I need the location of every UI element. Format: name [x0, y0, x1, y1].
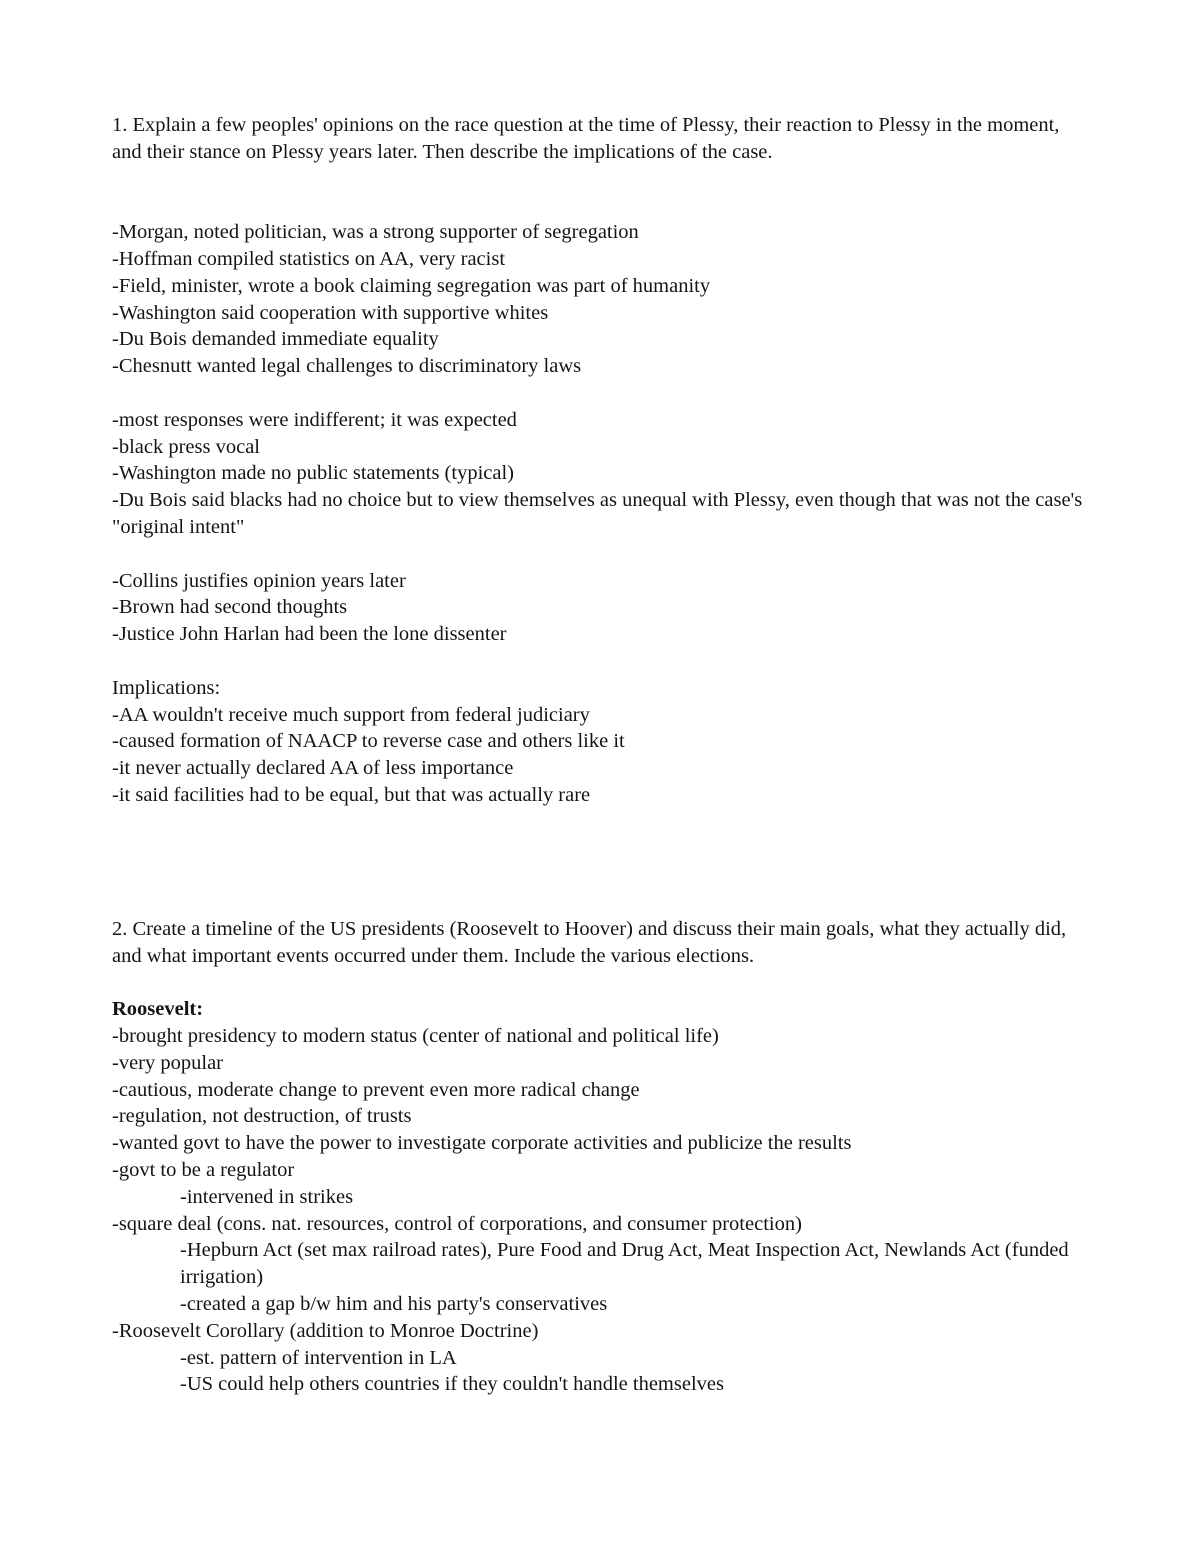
- implication-item: -AA wouldn't receive much support from federal judiciary: [112, 703, 590, 726]
- opinion-item: -Washington said cooperation with supportive whites: [112, 301, 549, 324]
- later-list: [112, 568, 1092, 648]
- reactions-list: [112, 407, 1092, 541]
- roosevelt-item: -wanted govt to have the power to investigate corporate activities and publicize the results: [112, 1132, 852, 1155]
- roosevelt-list: [112, 1023, 1092, 1398]
- document-page: [112, 112, 1092, 1398]
- roosevelt-subitem: -intervened in strikes: [180, 1185, 354, 1208]
- implications-heading: Implications:: [112, 676, 221, 699]
- roosevelt-item: -govt to be a regulator: [112, 1159, 295, 1182]
- opinions-list: [112, 219, 1092, 380]
- opinion-item: -Morgan, noted politician, was a strong supporter of segregation: [112, 221, 639, 244]
- reaction-item: -black press vocal: [112, 435, 260, 458]
- reaction-item: -most responses were indifferent; it was expected: [112, 408, 517, 431]
- roosevelt-item: -Roosevelt Corollary (addition to Monroe Doctrine): [112, 1319, 539, 1342]
- implication-item: -it said facilities had to be equal, but that was actually rare: [112, 783, 591, 806]
- opinion-item: -Field, minister, wrote a book claiming segregation was part of humanity: [112, 274, 711, 297]
- implications-list: [112, 702, 1092, 809]
- roosevelt-subitem: -Hepburn Act (set max railroad rates), Pure Food and Drug Act, Meat Inspection Act, Newlands Act (funded irrigation): [180, 1239, 1074, 1289]
- opinion-item: -Du Bois demanded immediate equality: [112, 328, 439, 351]
- roosevelt-heading: Roosevelt:: [112, 998, 204, 1021]
- reaction-item: -Du Bois said blacks had no choice but to view themselves as unequal with Plessy, even though that was not the case's "original intent": [112, 489, 1088, 538]
- roosevelt-subitem: -created a gap b/w him and his party's conservatives: [180, 1293, 608, 1316]
- opinion-item: -Chesnutt wanted legal challenges to discriminatory laws: [112, 355, 582, 378]
- roosevelt-item: -cautious, moderate change to prevent even more radical change: [112, 1078, 640, 1101]
- question-2: 2. Create a timeline of the US presidents (Roosevelt to Hoover) and discuss their main goals, what they actually did, and what important events occurred under them. Include the various elections.: [112, 917, 1072, 967]
- roosevelt-item: -very popular: [112, 1051, 223, 1074]
- reaction-item: -Washington made no public statements (typical): [112, 462, 514, 485]
- implication-item: -caused formation of NAACP to reverse case and others like it: [112, 730, 625, 753]
- roosevelt-subitem: -est. pattern of intervention in LA: [180, 1346, 457, 1369]
- later-item: -Collins justifies opinion years later: [112, 569, 406, 592]
- roosevelt-subitem: -US could help others countries if they couldn't handle themselves: [180, 1373, 724, 1396]
- question-1: 1. Explain a few peoples' opinions on the race question at the time of Plessy, their reaction to Plessy in the moment, and their stance on Plessy years later. Then describe the implications of the case.: [112, 114, 1065, 163]
- later-item: -Justice John Harlan had been the lone dissenter: [112, 623, 507, 646]
- later-item: -Brown had second thoughts: [112, 596, 348, 619]
- roosevelt-item: -regulation, not destruction, of trusts: [112, 1105, 412, 1128]
- implication-item: -it never actually declared AA of less importance: [112, 757, 514, 780]
- opinion-item: -Hoffman compiled statistics on AA, very racist: [112, 247, 506, 270]
- roosevelt-item: -brought presidency to modern status (center of national and political life): [112, 1025, 719, 1048]
- roosevelt-item: -square deal (cons. nat. resources, control of corporations, and consumer protection): [112, 1212, 802, 1235]
